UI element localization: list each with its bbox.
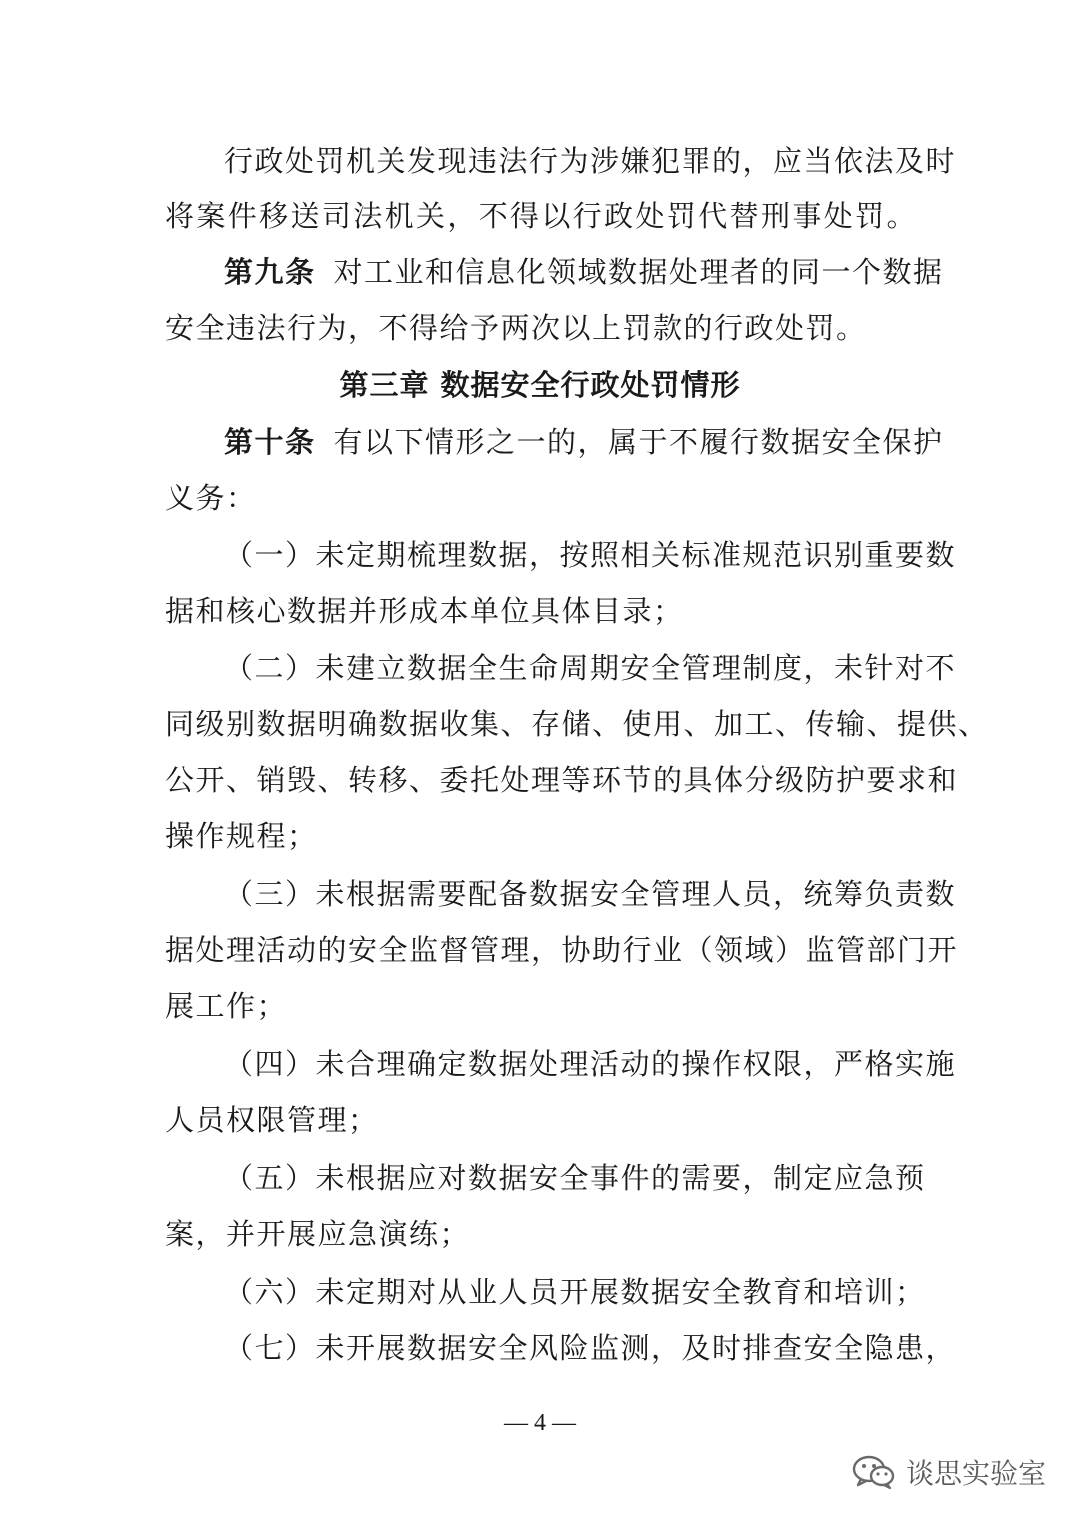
- item-6-line-1: （六）未定期对从业人员开展数据安全教育和培训；: [224, 1275, 926, 1309]
- article-10-line-2: 义务：: [165, 481, 257, 515]
- item-2-line-3: 公开、销毁、转移、委托处理等环节的具体分级防护要求和: [165, 763, 959, 797]
- item-7-line-1: （七）未开展数据安全风险监测，及时排查安全隐患，: [224, 1331, 957, 1365]
- item-5-line-2: 案，并开展应急演练；: [165, 1217, 471, 1251]
- item-3-line-2: 据处理活动的安全监督管理，协助行业（领域）监管部门开: [165, 933, 959, 967]
- item-5-line-1: （五）未根据应对数据安全事件的需要，制定应急预: [224, 1161, 926, 1195]
- item-1-line-1: （一）未定期梳理数据，按照相关标准规范识别重要数: [224, 538, 957, 572]
- article-10-line-1: [224, 414, 944, 470]
- item-3-line-1: （三）未根据需要配备数据安全管理人员，统筹负责数: [224, 877, 957, 911]
- item-1-line-2: 据和核心数据并形成本单位具体目录；: [165, 594, 684, 628]
- article-9-text: 对工业和信息化领域数据处理者的同一个数据: [333, 255, 944, 289]
- page-number: — 4 —: [504, 1410, 576, 1436]
- article-9-line-2: 安全违法行为，不得给予两次以上罚款的行政处罚。: [165, 311, 867, 345]
- paragraph-line: 行政处罚机关发现违法行为涉嫌犯罪的，应当依法及时: [224, 144, 957, 178]
- item-4-line-1: （四）未合理确定数据处理活动的操作权限，严格实施: [224, 1047, 957, 1081]
- item-2-line-1: （二）未建立数据全生命周期安全管理制度，未针对不: [224, 651, 957, 685]
- item-2-line-2: 同级别数据明确数据收集、存储、使用、加工、传输、提供、: [165, 707, 989, 741]
- watermark: [852, 1448, 1046, 1496]
- wechat-icon: [852, 1454, 896, 1490]
- chapter-title: 第三章 数据安全行政处罚情形: [339, 368, 741, 402]
- article-9-line-1: [224, 244, 944, 300]
- paragraph-line: 将案件移送司法机关，不得以行政处罚代替刑事处罚。: [165, 199, 917, 233]
- item-3-line-3: 展工作；: [165, 989, 288, 1023]
- item-2-line-4: 操作规程；: [165, 819, 318, 853]
- watermark-text: 谈思实验室: [905, 1457, 1046, 1490]
- item-4-line-2: 人员权限管理；: [165, 1103, 379, 1137]
- article-9-label: 第九条: [224, 255, 316, 289]
- article-10-label: 第十条: [224, 425, 316, 459]
- article-10-text: 有以下情形之一的，属于不履行数据安全保护: [333, 425, 944, 459]
